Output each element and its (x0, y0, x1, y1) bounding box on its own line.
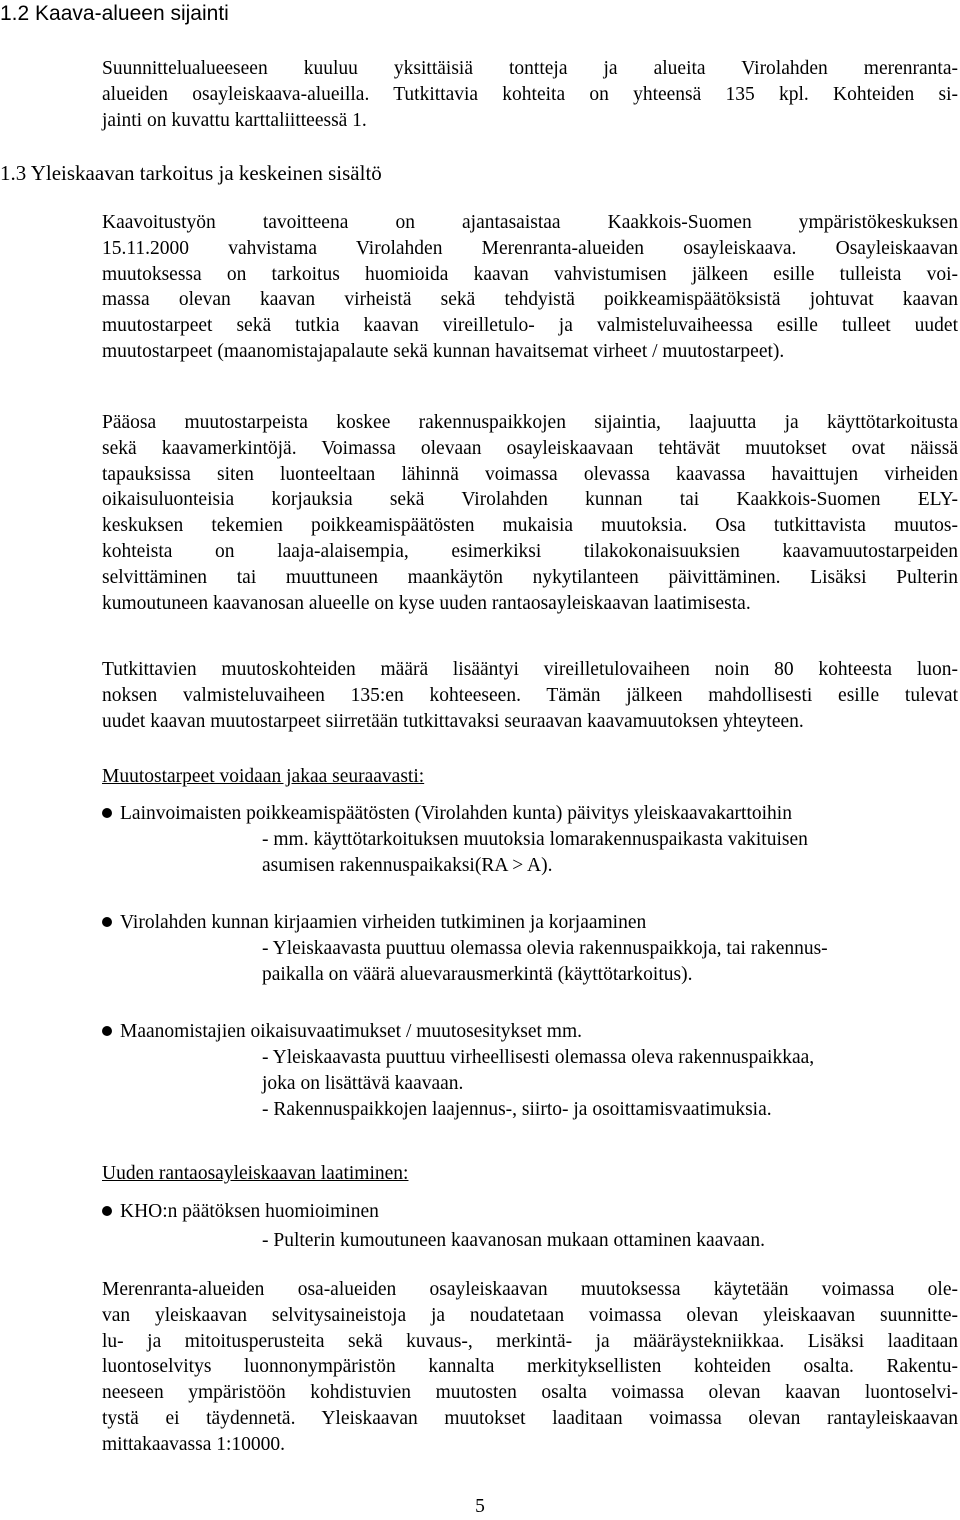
text-line: Kaavoitustyön tavoitteena on ajantasaistaa Kaakkois-Suomen ympäristökeskuksen (102, 212, 958, 233)
text-line: Pääosa muutostarpeista koskee rakennuspaikkojen sijaintia, laajuutta ja käyttötarkoitusta (102, 412, 958, 433)
text-line: Suunnittelualueeseen kuuluu yksittäisiä tontteja ja alueita Virolahden merenranta- (102, 58, 958, 79)
sub-line: - Pulterin kumoutuneen kaavanosan mukaan ottaminen kaavaan. (262, 1230, 766, 1251)
text-line: tystä ei täydennetä. Yleiskaavan muutokset laaditaan voimassa olevan rantayleiskaavan (102, 1407, 958, 1429)
text-line: kumoutuneen kaavanosan alueelle on kyse uuden rantaosayleiskaavan laatimisesta. (102, 592, 751, 614)
text-line: selvittäminen tai muuttuneen maankäytön nykytilanteen päivittäminen. Lisäksi Pulterin (102, 566, 958, 588)
text-line: sekä kaavamerkintöjä. Voimassa olevaan osayleiskaavaan tehtävät muutokset ovat näissä (102, 437, 958, 459)
bullet-sub-2 (262, 936, 958, 988)
paragraph-purpose (102, 210, 958, 365)
bullet-icon (102, 1026, 112, 1036)
text-line: keskuksen tekemien poikkeamispäätösten mukaisia muutoksia. Osa tutkittavista muutos- (102, 515, 958, 537)
bullet-text: KHO:n päätöksen huomioiminen (120, 1201, 379, 1222)
bullet-sub-1 (262, 827, 958, 879)
text-line: luontoselvitys luonnonympäristön kannalta merkityksellisten kohteiden osalta. Rakentu- (102, 1356, 958, 1378)
paragraph-location (102, 56, 958, 133)
paragraph-materials (102, 1277, 958, 1458)
list-heading-text: Uuden rantaosayleiskaavan laatiminen: (102, 1163, 409, 1184)
bullet-icon (102, 1206, 112, 1216)
bullet-item-2 (102, 910, 646, 936)
text-line: tapauksissa siten luonteeltaan lähinnä voimassa olevassa kaavassa havaittujen virheiden (102, 463, 958, 485)
bullet-item-1 (102, 801, 792, 827)
text-line: kohteista on laaja-alaisempia, esimerkiksi tilakokonaisuuksien kaavamuutostarpeiden (102, 540, 958, 562)
list-heading-2 (102, 1161, 958, 1187)
bullet-icon (102, 808, 112, 818)
text-line: jainti on kuvattu karttaliitteessä 1. (102, 109, 367, 131)
text-line: uudet kaavan muutostarpeet siirretään tutkittavaksi seuraavan kaavamuutoksen yhteyteen. (102, 710, 804, 732)
text-line: Merenranta-alueiden osa-alueiden osayleiskaavan muutoksessa käytetään voimassa ole- (102, 1279, 958, 1300)
text-line: neeseen ympäristöön kohdistuvien muutosten osalta voimassa olevan kaavan luontoselvi- (102, 1382, 958, 1404)
list-heading-text: Muutostarpeet voidaan jakaa seuraavasti: (102, 766, 425, 787)
sub-line: - mm. käyttötarkoituksen muutoksia lomarakennuspaikasta vakituisen (262, 829, 808, 850)
text-line: muutostarpeet sekä tutkia kaavan vireilletulo- ja valmisteluvaiheessa esille tulleet uudet (102, 315, 958, 337)
list-heading-1 (102, 764, 958, 790)
text-line: lu- ja mitoitusperusteita sekä kuvaus-, merkintä- ja määräystekniikkaa. Lisäksi laaditaan (102, 1330, 958, 1352)
text-line: alueiden osayleiskaava-alueilla. Tutkittavia kohteita on yhteensä 135 kpl. Kohteiden si- (102, 83, 958, 105)
bullet-text: Maanomistajien oikaisuvaatimukset / muutosesitykset mm. (120, 1021, 582, 1042)
text-line: mittakaavassa 1:10000. (102, 1433, 286, 1455)
section-heading-1-2: 1.2 Kaava-alueen sijainti (0, 2, 229, 25)
text-line: van yleiskaavan selvitysaineistoja ja noudatetaan voimassa olevan yleiskaavan suunnitte- (102, 1304, 958, 1326)
sub-line: paikalla on väärä aluevarausmerkintä (käyttötarkoitus). (262, 963, 693, 985)
text-line: muutoksessa on tarkoitus huomioida kaavan vahvistumisen jälkeen esille tulleista voi- (102, 263, 958, 285)
bullet-item-4 (102, 1199, 379, 1225)
sub-line: - Yleiskaavasta puuttuu olemassa olevia rakennuspaikkoja, tai rakennus- (262, 938, 828, 959)
sub-line: asumisen rakennuspaikaksi(RA > A). (262, 854, 553, 876)
bullet-icon (102, 917, 112, 927)
bullet-text: Virolahden kunnan kirjaamien virheiden tutkiminen ja korjaaminen (120, 912, 647, 933)
paragraph-count (102, 657, 958, 734)
paragraph-main-needs (102, 410, 958, 616)
text-line: noksen valmisteluvaiheen 135:en kohteeseen. Tämän jälkeen mahdollisesti esille tulevat (102, 684, 958, 706)
text-line: Tutkittavien muutoskohteiden määrä lisääntyi vireilletulovaiheen noin 80 kohteesta luon- (102, 659, 958, 680)
bullet-text: Lainvoimaisten poikkeamispäätösten (Virolahden kunta) päivitys yleiskaavakarttoihin (120, 803, 792, 824)
text-line: massa olevan kaavan virheistä sekä tehdyistä poikkeamispäätöksistä johtuvat kaavan (102, 289, 958, 311)
text-line: muutostarpeet (maanomistajapalaute sekä kunnan havaitsemat virheet / muutostarpeet). (102, 340, 785, 362)
page-number: 5 (475, 1496, 485, 1517)
sub-line: - Rakennuspaikkojen laajennus-, siirto- ja osoittamisvaatimuksia. (262, 1098, 772, 1120)
bullet-item-3 (102, 1019, 582, 1045)
bullet-sub-4 (262, 1228, 958, 1254)
sub-line: joka on lisättävä kaavaan. (262, 1072, 464, 1094)
text-line: oikaisuluonteisia korjauksia sekä Virolahden kunnan tai Kaakkois-Suomen ELY- (102, 489, 958, 511)
sub-line: - Yleiskaavasta puuttuu virheellisesti olemassa oleva rakennuspaikkaa, (262, 1047, 815, 1068)
section-heading-1-3: 1.3 Yleiskaavan tarkoitus ja keskeinen sisältö (0, 161, 382, 185)
bullet-sub-3 (262, 1045, 958, 1122)
text-line: 15.11.2000 vahvistama Virolahden Merenranta-alueiden osayleiskaava. Osayleiskaavan (102, 237, 958, 259)
